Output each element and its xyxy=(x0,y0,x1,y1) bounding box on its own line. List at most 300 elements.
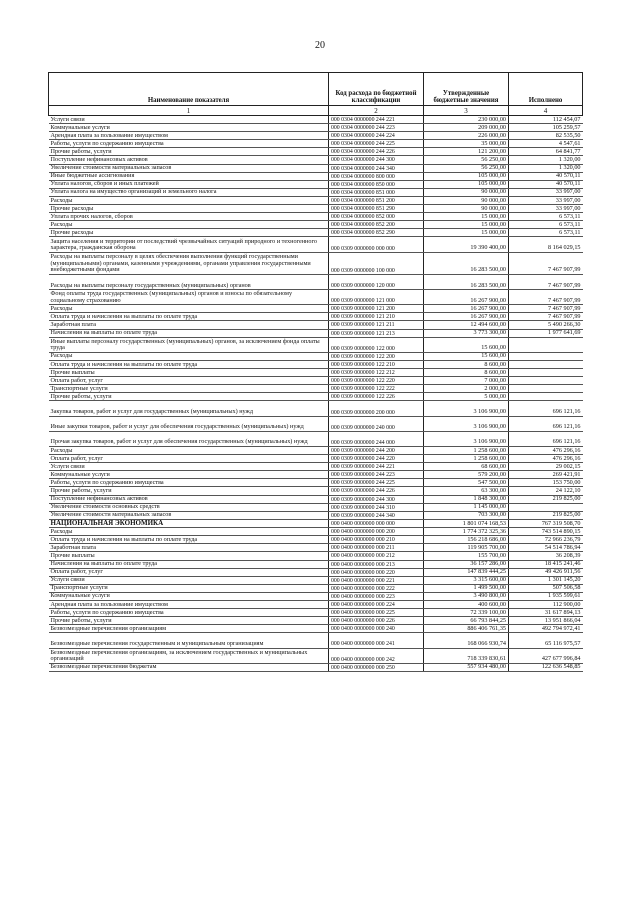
row-code: 000 0400 0000000 000 210 xyxy=(329,536,424,544)
row-executed: 31 617 894,13 xyxy=(509,609,583,617)
table-row xyxy=(49,290,583,305)
table-row xyxy=(49,360,583,368)
table-row xyxy=(49,663,583,671)
row-name: Расходы xyxy=(49,528,329,536)
row-approved: 1 499 500,00 xyxy=(424,584,509,592)
column-number: 2 xyxy=(329,106,424,116)
table-row xyxy=(49,576,583,584)
row-name: Безвозмездные перечисления организациям xyxy=(49,625,329,633)
table-row xyxy=(49,321,583,329)
row-executed xyxy=(509,385,583,393)
row-approved: 16 267 900,00 xyxy=(424,290,509,305)
table-row xyxy=(49,552,583,560)
row-approved: 90 000,00 xyxy=(424,196,509,204)
row-code: 000 0309 0000000 122 000 xyxy=(329,337,424,352)
row-approved: 3 490 800,00 xyxy=(424,592,509,600)
row-name: Увеличение стоимости основных средств xyxy=(49,503,329,511)
row-name: Работы, услуги по содержанию имущества xyxy=(49,609,329,617)
row-approved: 121 200,00 xyxy=(424,148,509,156)
row-executed: 476 296,16 xyxy=(509,455,583,463)
row-code: 000 0309 0000000 122 220 xyxy=(329,377,424,385)
table-row xyxy=(49,446,583,454)
row-code: 000 0400 0000000 000 240 xyxy=(329,625,424,633)
row-approved: 226 000,00 xyxy=(424,132,509,140)
row-approved: 56 250,00 xyxy=(424,164,509,172)
table-row xyxy=(49,503,583,511)
row-approved: 19 390 400,00 xyxy=(424,237,509,252)
row-approved: 703 300,00 xyxy=(424,511,509,519)
row-approved: 3 315 600,00 xyxy=(424,576,509,584)
row-code: 000 0304 0000000 800 000 xyxy=(329,172,424,180)
row-executed: 476 296,16 xyxy=(509,446,583,454)
table-row xyxy=(49,156,583,164)
row-code: 000 0400 0000000 000 222 xyxy=(329,584,424,592)
row-code: 000 0304 0000000 851 290 xyxy=(329,205,424,213)
row-approved: 16 283 500,00 xyxy=(424,252,509,274)
table-row xyxy=(49,463,583,471)
row-approved: 1 145 000,00 xyxy=(424,503,509,511)
row-code: 000 0309 0000000 120 000 xyxy=(329,274,424,289)
row-code: 000 0309 0000000 240 000 xyxy=(329,416,424,431)
row-name: Начисления на выплаты по оплате труда xyxy=(49,560,329,568)
row-code: 000 0309 0000000 244 226 xyxy=(329,487,424,495)
row-approved: 16 267 900,00 xyxy=(424,313,509,321)
row-code: 000 0309 0000000 244 000 xyxy=(329,431,424,446)
column-number: 4 xyxy=(509,106,583,116)
row-executed: 24 122,10 xyxy=(509,487,583,495)
row-executed: 153 750,00 xyxy=(509,479,583,487)
row-executed: 112 454,07 xyxy=(509,116,583,124)
row-name: Оплата работ, услуг xyxy=(49,568,329,576)
row-approved: 718 339 830,61 xyxy=(424,648,509,663)
row-name: Прочие выплаты xyxy=(49,369,329,377)
row-code: 000 0309 0000000 244 300 xyxy=(329,495,424,503)
table-row xyxy=(49,229,583,237)
row-executed: 427 677 996,84 xyxy=(509,648,583,663)
row-code: 000 0309 0000000 122 222 xyxy=(329,385,424,393)
table-row xyxy=(49,560,583,568)
table-row xyxy=(49,495,583,503)
row-executed: 507 506,58 xyxy=(509,584,583,592)
row-approved: 15 000,00 xyxy=(424,213,509,221)
row-executed xyxy=(509,369,583,377)
row-code: 000 0309 0000000 122 210 xyxy=(329,360,424,368)
row-code: 000 0309 0000000 122 226 xyxy=(329,393,424,401)
row-executed: 269 421,91 xyxy=(509,471,583,479)
row-name: Оплата труда и начисления на выплаты по оплате труда xyxy=(49,313,329,321)
row-executed: 6 573,11 xyxy=(509,213,583,221)
row-name: Расходы xyxy=(49,221,329,229)
row-executed: 5 490 266,30 xyxy=(509,321,583,329)
row-executed: 1 320,00 xyxy=(509,164,583,172)
row-approved: 66 793 844,25 xyxy=(424,617,509,625)
row-executed: 696 121,16 xyxy=(509,401,583,416)
table-row xyxy=(49,352,583,360)
row-code: 000 0304 0000000 244 224 xyxy=(329,132,424,140)
row-code: 000 0400 0000000 000 220 xyxy=(329,568,424,576)
row-name: Оплата труда и начисления на выплаты по оплате труда xyxy=(49,360,329,368)
table-row xyxy=(49,305,583,313)
row-approved: 119 905 700,00 xyxy=(424,544,509,552)
table-row xyxy=(49,377,583,385)
header-name: Наименование показателя xyxy=(49,73,329,106)
table-row xyxy=(49,511,583,519)
row-name: Иные бюджетные ассигнования xyxy=(49,172,329,180)
row-name: Коммунальные услуги xyxy=(49,124,329,132)
table-row xyxy=(49,648,583,663)
row-name: Безвозмездные перечисления бюджетам xyxy=(49,663,329,671)
table-body xyxy=(49,116,583,672)
row-name: Фонд оплаты труда государственных (муниципальных) органов и взносы по обязательному социальному страхованию xyxy=(49,290,329,305)
row-name: Уплата налога на имущество организаций и земельного налога xyxy=(49,188,329,196)
row-name: Увеличение стоимости материальных запасов xyxy=(49,164,329,172)
row-code: 000 0309 0000000 121 000 xyxy=(329,290,424,305)
table-row xyxy=(49,536,583,544)
row-name: Прочие работы, услуги xyxy=(49,393,329,401)
table-row xyxy=(49,196,583,204)
table-row xyxy=(49,213,583,221)
row-approved: 209 000,00 xyxy=(424,124,509,132)
row-executed: 18 415 241,46 xyxy=(509,560,583,568)
row-approved: 1 774 372 325,36 xyxy=(424,528,509,536)
row-code: 000 0400 0000000 000 212 xyxy=(329,552,424,560)
table-row xyxy=(49,568,583,576)
table-row xyxy=(49,519,583,527)
row-code: 000 0400 0000000 000 213 xyxy=(329,560,424,568)
row-executed: 1 935 599,61 xyxy=(509,592,583,600)
row-executed: 7 467 907,99 xyxy=(509,305,583,313)
row-executed: 40 570,11 xyxy=(509,180,583,188)
table-row xyxy=(49,252,583,274)
row-name: Прочие выплаты xyxy=(49,552,329,560)
row-code: 000 0309 0000000 122 200 xyxy=(329,352,424,360)
row-code: 000 0309 0000000 244 220 xyxy=(329,455,424,463)
row-executed: 492 794 972,41 xyxy=(509,625,583,633)
row-name: Работы, услуги по содержанию имущества xyxy=(49,479,329,487)
row-approved: 63 300,00 xyxy=(424,487,509,495)
row-approved: 15 000,00 xyxy=(424,229,509,237)
row-code: 000 0400 0000000 000 200 xyxy=(329,528,424,536)
row-executed: 33 997,00 xyxy=(509,205,583,213)
row-code: 000 0309 0000000 244 221 xyxy=(329,463,424,471)
row-approved: 3 106 900,00 xyxy=(424,416,509,431)
row-executed xyxy=(509,393,583,401)
row-name: Защита населения и территории от последствий чрезвычайных ситуаций природного и техногенного характера, гражданская оборона xyxy=(49,237,329,252)
row-approved: 1 258 600,00 xyxy=(424,455,509,463)
row-executed xyxy=(509,360,583,368)
row-name: Поступление нефинансовых активов xyxy=(49,495,329,503)
row-executed: 767 319 508,70 xyxy=(509,519,583,527)
row-name: Услуги связи xyxy=(49,576,329,584)
row-code: 000 0400 0000000 000 221 xyxy=(329,576,424,584)
table-row xyxy=(49,148,583,156)
row-code: 000 0304 0000000 244 223 xyxy=(329,124,424,132)
column-number-row xyxy=(49,106,583,116)
row-executed: 4 547,61 xyxy=(509,140,583,148)
row-code: 000 0400 0000000 000 224 xyxy=(329,600,424,608)
header-approved: Утвержденные бюджетные значения xyxy=(424,73,509,106)
row-code: 000 0304 0000000 850 000 xyxy=(329,180,424,188)
column-number: 1 xyxy=(49,106,329,116)
row-code: 000 0304 0000000 244 225 xyxy=(329,140,424,148)
row-name: Безвозмездные перечисления организациям, за исключением государственных и муниципальных организаций xyxy=(49,648,329,663)
row-code: 000 0304 0000000 244 221 xyxy=(329,116,424,124)
row-name: Расходы на выплаты персоналу в целях обеспечения выполнения функций государственными (муниципальными) органами, казенными учреждениями, органами управления государственными внебюджетными фондами xyxy=(49,252,329,274)
row-name: Оплата работ, услуг xyxy=(49,455,329,463)
row-name: Расходы на выплаты персоналу государственных (муниципальных) органов xyxy=(49,274,329,289)
row-executed: 29 002,15 xyxy=(509,463,583,471)
row-name: Оплата работ, услуг xyxy=(49,377,329,385)
row-executed: 33 997,00 xyxy=(509,188,583,196)
row-name: Расходы xyxy=(49,352,329,360)
row-approved: 1 258 600,00 xyxy=(424,446,509,454)
row-code: 000 0400 0000000 000 223 xyxy=(329,592,424,600)
row-executed: 6 573,11 xyxy=(509,229,583,237)
row-executed: 1 977 641,69 xyxy=(509,329,583,337)
row-executed: 219 825,00 xyxy=(509,495,583,503)
row-name: Расходы xyxy=(49,446,329,454)
row-code: 000 0400 0000000 000 211 xyxy=(329,544,424,552)
row-name: Иные закупки товаров, работ и услуг для обеспечения государственных (муниципальных) нужд xyxy=(49,416,329,431)
table-row xyxy=(49,116,583,124)
row-name: Начисления на выплаты по оплате труда xyxy=(49,329,329,337)
row-name: Безвозмездные перечисления государственным и муниципальным организациям xyxy=(49,633,329,648)
row-executed: 112 900,00 xyxy=(509,600,583,608)
table-row xyxy=(49,188,583,196)
row-executed: 33 997,00 xyxy=(509,196,583,204)
row-code: 000 0304 0000000 852 290 xyxy=(329,229,424,237)
table-row xyxy=(49,337,583,352)
table-row xyxy=(49,221,583,229)
table-row xyxy=(49,180,583,188)
table-row xyxy=(49,205,583,213)
row-approved: 2 000,00 xyxy=(424,385,509,393)
row-name: Арендная плата за пользование имуществом xyxy=(49,132,329,140)
row-executed: 8 164 029,15 xyxy=(509,237,583,252)
row-name: Поступление нефинансовых активов xyxy=(49,156,329,164)
row-name: Закупка товаров, работ и услуг для государственных (муниципальных) нужд xyxy=(49,401,329,416)
row-approved: 155 700,00 xyxy=(424,552,509,560)
row-name: Расходы xyxy=(49,196,329,204)
table-row xyxy=(49,393,583,401)
table-row xyxy=(49,617,583,625)
row-executed: 72 966 236,79 xyxy=(509,536,583,544)
row-approved: 16 283 500,00 xyxy=(424,274,509,289)
table-row xyxy=(49,584,583,592)
row-approved: 168 066 930,74 xyxy=(424,633,509,648)
row-executed xyxy=(509,503,583,511)
table-row xyxy=(49,528,583,536)
row-executed: 7 467 907,99 xyxy=(509,290,583,305)
row-approved: 579 200,00 xyxy=(424,471,509,479)
row-executed: 743 514 890,15 xyxy=(509,528,583,536)
table-row xyxy=(49,313,583,321)
row-name: Коммунальные услуги xyxy=(49,592,329,600)
table-row xyxy=(49,132,583,140)
row-executed: 696 121,16 xyxy=(509,431,583,446)
row-name: Услуги связи xyxy=(49,116,329,124)
table-row xyxy=(49,479,583,487)
row-approved: 35 000,00 xyxy=(424,140,509,148)
row-approved: 3 773 300,00 xyxy=(424,329,509,337)
row-name: Уплата налогов, сборов и иных платежей xyxy=(49,180,329,188)
row-executed xyxy=(509,337,583,352)
row-name: Работы, услуги по содержанию имущества xyxy=(49,140,329,148)
row-name: Транспортные услуги xyxy=(49,584,329,592)
row-code: 000 0309 0000000 244 223 xyxy=(329,471,424,479)
table-row xyxy=(49,471,583,479)
row-executed xyxy=(509,377,583,385)
table-row xyxy=(49,164,583,172)
row-name: Заработная плата xyxy=(49,321,329,329)
header-row xyxy=(49,73,583,106)
row-code: 000 0309 0000000 121 210 xyxy=(329,313,424,321)
header-code: Код расхода по бюджетной классификации xyxy=(329,73,424,106)
table-row xyxy=(49,385,583,393)
row-name: Прочие работы, услуги xyxy=(49,487,329,495)
table-row xyxy=(49,544,583,552)
row-approved: 15 600,00 xyxy=(424,337,509,352)
table-row xyxy=(49,592,583,600)
row-code: 000 0400 0000000 000 241 xyxy=(329,633,424,648)
row-name: Уплата прочих налогов, сборов xyxy=(49,213,329,221)
row-name: Расходы xyxy=(49,305,329,313)
row-executed xyxy=(509,352,583,360)
row-code: 000 0400 0000000 000 226 xyxy=(329,617,424,625)
row-code: 000 0309 0000000 000 000 xyxy=(329,237,424,252)
page-number: 20 xyxy=(315,40,325,51)
row-approved: 8 600,00 xyxy=(424,369,509,377)
table-row xyxy=(49,329,583,337)
row-executed: 54 514 786,94 xyxy=(509,544,583,552)
row-executed: 65 116 975,57 xyxy=(509,633,583,648)
row-approved: 5 000,00 xyxy=(424,393,509,401)
row-approved: 400 600,00 xyxy=(424,600,509,608)
row-code: 000 0304 0000000 852 000 xyxy=(329,213,424,221)
table-row xyxy=(49,487,583,495)
row-name: Увеличение стоимости материальных запасов xyxy=(49,511,329,519)
row-executed: 1 301 145,20 xyxy=(509,576,583,584)
table-row xyxy=(49,172,583,180)
row-name: Транспортные услуги xyxy=(49,385,329,393)
row-executed: 7 467 907,99 xyxy=(509,252,583,274)
table-row xyxy=(49,140,583,148)
row-code: 000 0309 0000000 244 310 xyxy=(329,503,424,511)
row-approved: 90 000,00 xyxy=(424,188,509,196)
row-name: НАЦИОНАЛЬНАЯ ЭКОНОМИКА xyxy=(49,519,329,527)
row-code: 000 0304 0000000 851 000 xyxy=(329,188,424,196)
row-code: 000 0304 0000000 852 200 xyxy=(329,221,424,229)
row-approved: 3 106 900,00 xyxy=(424,401,509,416)
row-code: 000 0400 0000000 000 225 xyxy=(329,609,424,617)
row-approved: 1 801 074 168,53 xyxy=(424,519,509,527)
row-code: 000 0400 0000000 000 000 xyxy=(329,519,424,527)
row-approved: 12 494 600,00 xyxy=(424,321,509,329)
row-executed: 7 467 907,99 xyxy=(509,313,583,321)
row-name: Прочие работы, услуги xyxy=(49,148,329,156)
table-row xyxy=(49,431,583,446)
table-row xyxy=(49,237,583,252)
row-executed: 122 636 548,85 xyxy=(509,663,583,671)
row-executed: 1 320,00 xyxy=(509,156,583,164)
row-approved: 230 000,00 xyxy=(424,116,509,124)
row-executed: 36 208,39 xyxy=(509,552,583,560)
row-approved: 68 600,00 xyxy=(424,463,509,471)
row-executed: 82 535,50 xyxy=(509,132,583,140)
row-executed: 40 570,11 xyxy=(509,172,583,180)
row-approved: 547 500,00 xyxy=(424,479,509,487)
row-approved: 8 600,00 xyxy=(424,360,509,368)
row-name: Прочая закупка товаров, работ и услуг для обеспечения государственных (муниципальных) нужд xyxy=(49,431,329,446)
row-name: Прочие расходы xyxy=(49,229,329,237)
table-row xyxy=(49,609,583,617)
row-code: 000 0309 0000000 121 211 xyxy=(329,321,424,329)
row-approved: 3 106 900,00 xyxy=(424,431,509,446)
row-executed: 696 121,16 xyxy=(509,416,583,431)
table-row xyxy=(49,600,583,608)
row-approved: 56 250,00 xyxy=(424,156,509,164)
row-code: 000 0400 0000000 000 250 xyxy=(329,663,424,671)
row-name: Оплата труда и начисления на выплаты по оплате труда xyxy=(49,536,329,544)
row-code: 000 0309 0000000 100 000 xyxy=(329,252,424,274)
row-name: Услуги связи xyxy=(49,463,329,471)
row-approved: 156 218 686,00 xyxy=(424,536,509,544)
row-approved: 90 000,00 xyxy=(424,205,509,213)
row-code: 000 0304 0000000 244 226 xyxy=(329,148,424,156)
row-code: 000 0304 0000000 244 340 xyxy=(329,164,424,172)
row-approved: 15 000,00 xyxy=(424,221,509,229)
row-executed: 64 841,77 xyxy=(509,148,583,156)
table-row xyxy=(49,274,583,289)
row-code: 000 0309 0000000 200 000 xyxy=(329,401,424,416)
row-name: Иные выплаты персоналу государственных (муниципальных) органов, за исключением фонда оплаты труда xyxy=(49,337,329,352)
table-row xyxy=(49,369,583,377)
table-row xyxy=(49,633,583,648)
budget-execution-table xyxy=(48,72,583,672)
table-row xyxy=(49,401,583,416)
table-row xyxy=(49,124,583,132)
table-row xyxy=(49,455,583,463)
row-executed: 219 825,00 xyxy=(509,511,583,519)
row-code: 000 0309 0000000 244 340 xyxy=(329,511,424,519)
row-code: 000 0309 0000000 244 200 xyxy=(329,446,424,454)
row-approved: 1 848 300,00 xyxy=(424,495,509,503)
row-code: 000 0309 0000000 121 213 xyxy=(329,329,424,337)
row-approved: 36 157 286,00 xyxy=(424,560,509,568)
row-approved: 7 000,00 xyxy=(424,377,509,385)
row-name: Прочие работы, услуги xyxy=(49,617,329,625)
column-number: 3 xyxy=(424,106,509,116)
row-code: 000 0309 0000000 122 212 xyxy=(329,369,424,377)
row-executed: 7 467 907,99 xyxy=(509,274,583,289)
row-code: 000 0309 0000000 121 200 xyxy=(329,305,424,313)
row-approved: 16 267 900,00 xyxy=(424,305,509,313)
row-code: 000 0304 0000000 244 300 xyxy=(329,156,424,164)
row-executed: 105 259,57 xyxy=(509,124,583,132)
row-approved: 105 000,00 xyxy=(424,172,509,180)
row-approved: 15 600,00 xyxy=(424,352,509,360)
header-executed: Исполнено xyxy=(509,73,583,106)
row-approved: 105 000,00 xyxy=(424,180,509,188)
row-code: 000 0309 0000000 244 225 xyxy=(329,479,424,487)
row-executed: 13 951 866,04 xyxy=(509,617,583,625)
row-executed: 6 573,11 xyxy=(509,221,583,229)
row-approved: 886 406 761,35 xyxy=(424,625,509,633)
row-approved: 557 934 480,00 xyxy=(424,663,509,671)
row-code: 000 0304 0000000 851 200 xyxy=(329,196,424,204)
row-name: Прочие расходы xyxy=(49,205,329,213)
row-name: Заработная плата xyxy=(49,544,329,552)
